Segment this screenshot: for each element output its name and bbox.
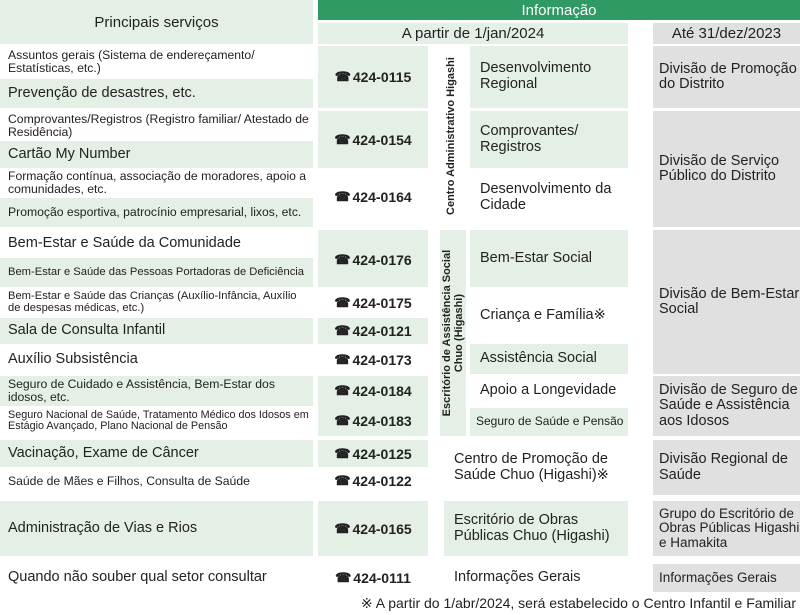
unit-2023: Grupo do Escritório de Obras Públicas Higashi e Hamakita — [653, 501, 800, 556]
phone-number-text: 424-0121 — [352, 323, 412, 339]
unit-2024: Desenvolvimento Regional — [470, 46, 628, 108]
service-item: Promoção esportiva, patrocínio empresarial, lixos, etc. — [0, 198, 313, 227]
phone-number[interactable] — [318, 406, 428, 436]
telephone-icon: ☎ — [334, 413, 351, 428]
welfare-office-text — [441, 250, 465, 417]
unit-2024: Bem-Estar Social — [470, 230, 628, 287]
footnote: ※ A partir do 1/abr/2024, será estabelecido o Centro Infantil e Familiar — [360, 595, 796, 611]
welfare-office-line2: Chuo (Higashi) — [453, 293, 465, 373]
service-item: Administração de Vias e Rios — [0, 501, 313, 556]
service-item: Quando não souber qual setor consultar — [8, 569, 267, 586]
service-item: Bem-Estar e Saúde das Pessoas Portadoras de Deficiência — [0, 258, 313, 287]
telephone-icon: ☎ — [334, 473, 351, 488]
unit-2024: Escritório de Obras Públicas Chuo (Higashi) — [444, 501, 628, 556]
unit-2024: Apoio a Longevidade — [480, 382, 617, 399]
telephone-icon: ☎ — [334, 520, 351, 536]
service-item: Cartão My Number — [0, 141, 313, 168]
telephone-icon: ☎ — [334, 69, 351, 84]
center-admin-label — [441, 46, 461, 227]
unit-2023: Informações Gerais — [653, 564, 800, 592]
telephone-icon: ☎ — [334, 294, 351, 310]
phone-number[interactable] — [318, 62, 428, 92]
services-header-label: Principais serviços — [94, 13, 219, 31]
unit-2023: Divisão de Bem-Estar Social — [653, 230, 800, 374]
phone-number-text: 424-0122 — [352, 473, 412, 489]
welfare-office-line1: Escritório de Assistência Social — [440, 249, 453, 417]
unit-2024: Seguro de Saúde e Pensão — [470, 408, 628, 436]
unit-2024: Criança e Família※ — [480, 306, 606, 323]
service-item: Assuntos gerais (Sistema de endereçamento/ Estatísticas, etc.) — [8, 48, 255, 75]
phone-number[interactable] — [318, 182, 428, 212]
phone-number-text: 424-0183 — [352, 413, 412, 429]
telephone-icon: ☎ — [334, 189, 351, 204]
telephone-icon: ☎ — [334, 252, 351, 267]
phone-number[interactable] — [318, 345, 428, 374]
phone-number[interactable] — [318, 440, 428, 467]
telephone-icon: ☎ — [335, 570, 352, 585]
unit-2024: Informações Gerais — [454, 569, 581, 586]
unit-2023: Divisão de Seguro de Saúde e Assistência aos Idosos — [653, 376, 800, 436]
service-item: Saúde de Mães e Filhos, Consulta de Saúde — [8, 473, 250, 488]
phone-number-text: 424-0125 — [352, 445, 412, 462]
telephone-icon: ☎ — [334, 445, 351, 461]
telephone-icon: ☎ — [334, 351, 351, 367]
phone-number[interactable] — [318, 125, 428, 155]
service-item: Auxílio Subsistência — [8, 350, 138, 367]
service-item: Seguro de Cuidado e Assistência, Bem-Estar dos idosos, etc. — [0, 376, 313, 406]
unit-2024: Comprovantes/ Registros — [470, 111, 628, 168]
unit-2024: Assistência Social — [470, 344, 628, 374]
services-header — [0, 0, 313, 44]
phone-number-text: 424-0154 — [352, 132, 412, 148]
until-date-header — [653, 23, 800, 44]
information-header — [318, 0, 800, 20]
phone-number[interactable] — [318, 564, 428, 592]
information-header-label: Informação — [521, 1, 597, 19]
phone-number-text: 424-0115 — [352, 69, 412, 85]
telephone-icon: ☎ — [334, 383, 351, 398]
unit-2023: Divisão de Promoção do Distrito — [653, 46, 800, 108]
service-item: Seguro Nacional de Saúde, Tratamento Médico dos Idosos em Estágio Avançado, Plano Nacional de Pensão — [8, 408, 309, 432]
service-item: Comprovantes/Registros (Registro familiar/ Atestado de Residência) — [8, 112, 309, 139]
phone-number-text: 424-0173 — [352, 351, 412, 368]
service-item: Sala de Consulta Infantil — [0, 318, 313, 344]
unit-2023: Divisão Regional de Saúde — [653, 440, 800, 495]
service-item: Bem-Estar e Saúde da Comunidade — [8, 235, 241, 252]
phone-number-text: 424-0184 — [352, 383, 412, 399]
service-item: Bem-Estar e Saúde das Crianças (Auxílio-Infância, Auxílio de despesas médicas, etc.) — [8, 289, 297, 314]
unit-2023: Divisão de Serviço Público do Distrito — [653, 111, 800, 227]
unit-2024: Centro de Promoção de Saúde Chuo (Higashi)※ — [454, 450, 609, 483]
phone-number[interactable] — [318, 287, 428, 318]
telephone-icon: ☎ — [334, 132, 351, 147]
phone-number[interactable] — [318, 501, 428, 556]
phone-number-text: 424-0165 — [352, 520, 412, 537]
telephone-icon: ☎ — [334, 323, 351, 338]
phone-number-text: 424-0175 — [352, 294, 412, 311]
phone-number-text: 424-0164 — [352, 189, 412, 205]
phone-number[interactable] — [318, 467, 428, 495]
phone-number-text: 424-0111 — [353, 570, 411, 586]
service-item: Prevenção de desastres, etc. — [0, 79, 313, 108]
phone-number[interactable] — [318, 245, 428, 275]
from-date-label: A partir de 1/jan/2024 — [401, 25, 545, 42]
service-item: Vacinação, Exame de Câncer — [0, 440, 313, 467]
welfare-office-label — [440, 230, 466, 436]
phone-number[interactable] — [318, 376, 428, 406]
phone-number[interactable] — [318, 318, 428, 344]
service-item: Formação contínua, associação de moradores, apoio a comunidades, etc. — [8, 169, 307, 196]
from-date-header — [318, 23, 628, 44]
until-date-label: Até 31/dez/2023 — [671, 25, 782, 42]
unit-2024: Desenvolvimento da Cidade — [480, 180, 612, 213]
phone-number-text: 424-0176 — [352, 252, 412, 268]
center-admin-text: Centro Administrativo Higashi — [444, 57, 457, 216]
